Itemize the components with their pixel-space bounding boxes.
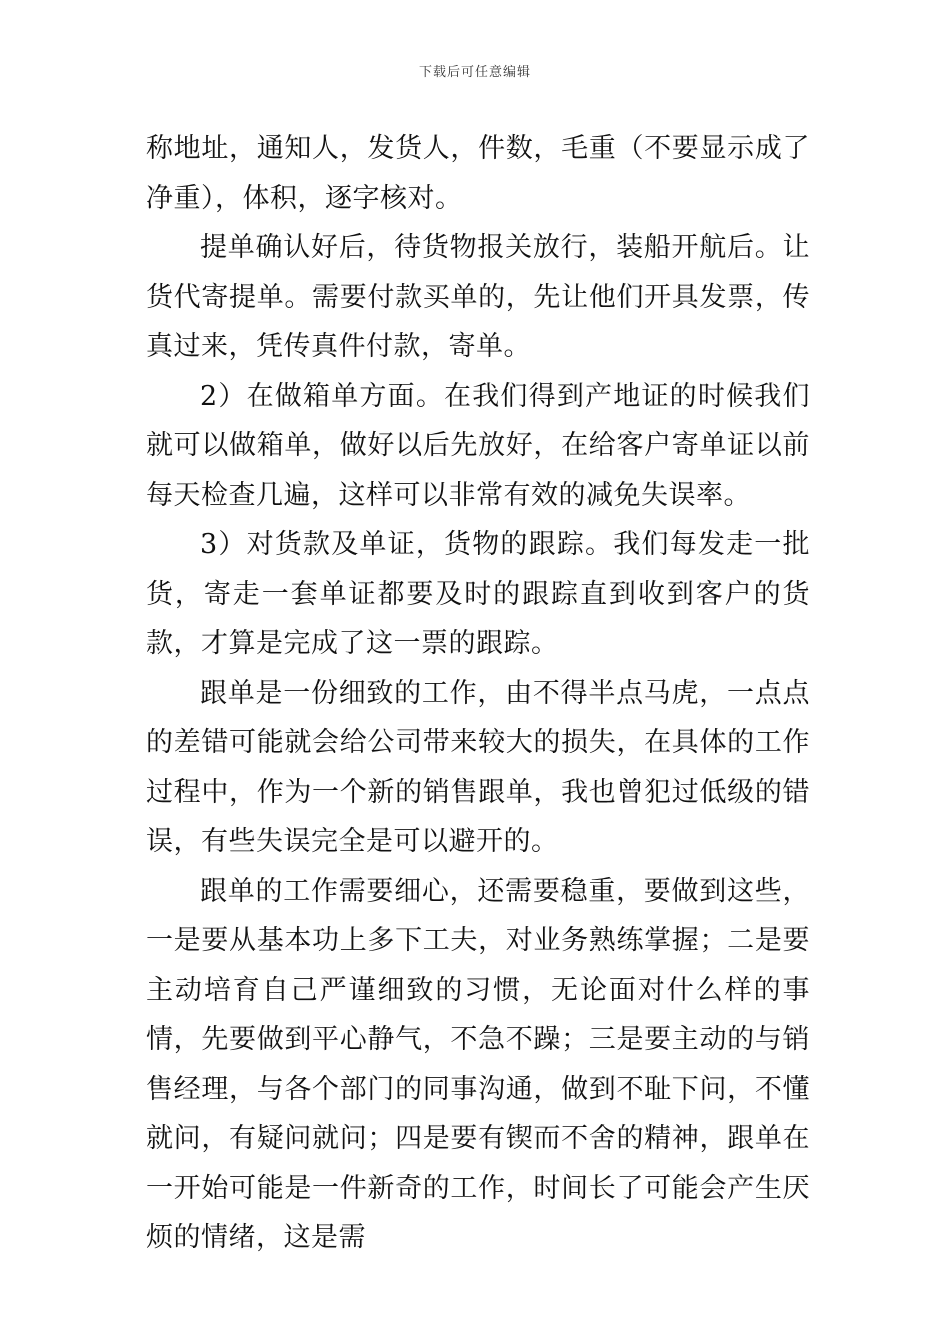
page-header: 下载后可任意编辑 (418, 65, 531, 80)
paragraph-2: 提单确认好后，待货物报关放行，装船开航后。让货代寄提单。需要付款买单的，先让他们开具发票，传真过来，凭传真件付款，寄单。 (146, 232, 810, 362)
paragraph-5: 跟单是一份细致的工作，由不得半点马虎，一点点的差错可能就会给公司带来较大的损失，在具体的工作过程中，作为一个新的销售跟单，我也曾犯过低级的错误，有些失误完全是可以避开的。 (146, 677, 810, 857)
paragraph-6: 跟单的工作需要细心，还需要稳重，要做到这些，一是要从基本功上多下工夫，对业务熟练掌握；二是要主动培育自己严谨细致的习惯，无论面对什么样的事情，先要做到平心静气，不急不躁；三是要主动的与销售经理，与各个部门的同事沟通，做到不耻下问，不懂就问，有疑问就问；四是要有锲而不舍的精神，跟单在一开始可能是一件新奇的工作，时间长了可能会产生厌烦的情绪，这是需 (146, 875, 810, 1253)
paragraph-3: 2）在做箱单方面。在我们得到产地证的时候我们就可以做箱单，做好以后先放好，在给客户寄单证以前每天检查几遍，这样可以非常有效的减免失误率。 (146, 380, 810, 511)
paragraph-4: 3）对货款及单证，货物的跟踪。我们每发走一批货，寄走一套单证都要及时的跟踪直到收到客户的货款，才算是完成了这一票的跟踪。 (146, 529, 810, 659)
document-body (146, 124, 810, 1263)
paragraph-1: 称地址，通知人，发货人，件数，毛重（不要显示成了净重），体积，逐字核对。 (146, 133, 810, 214)
